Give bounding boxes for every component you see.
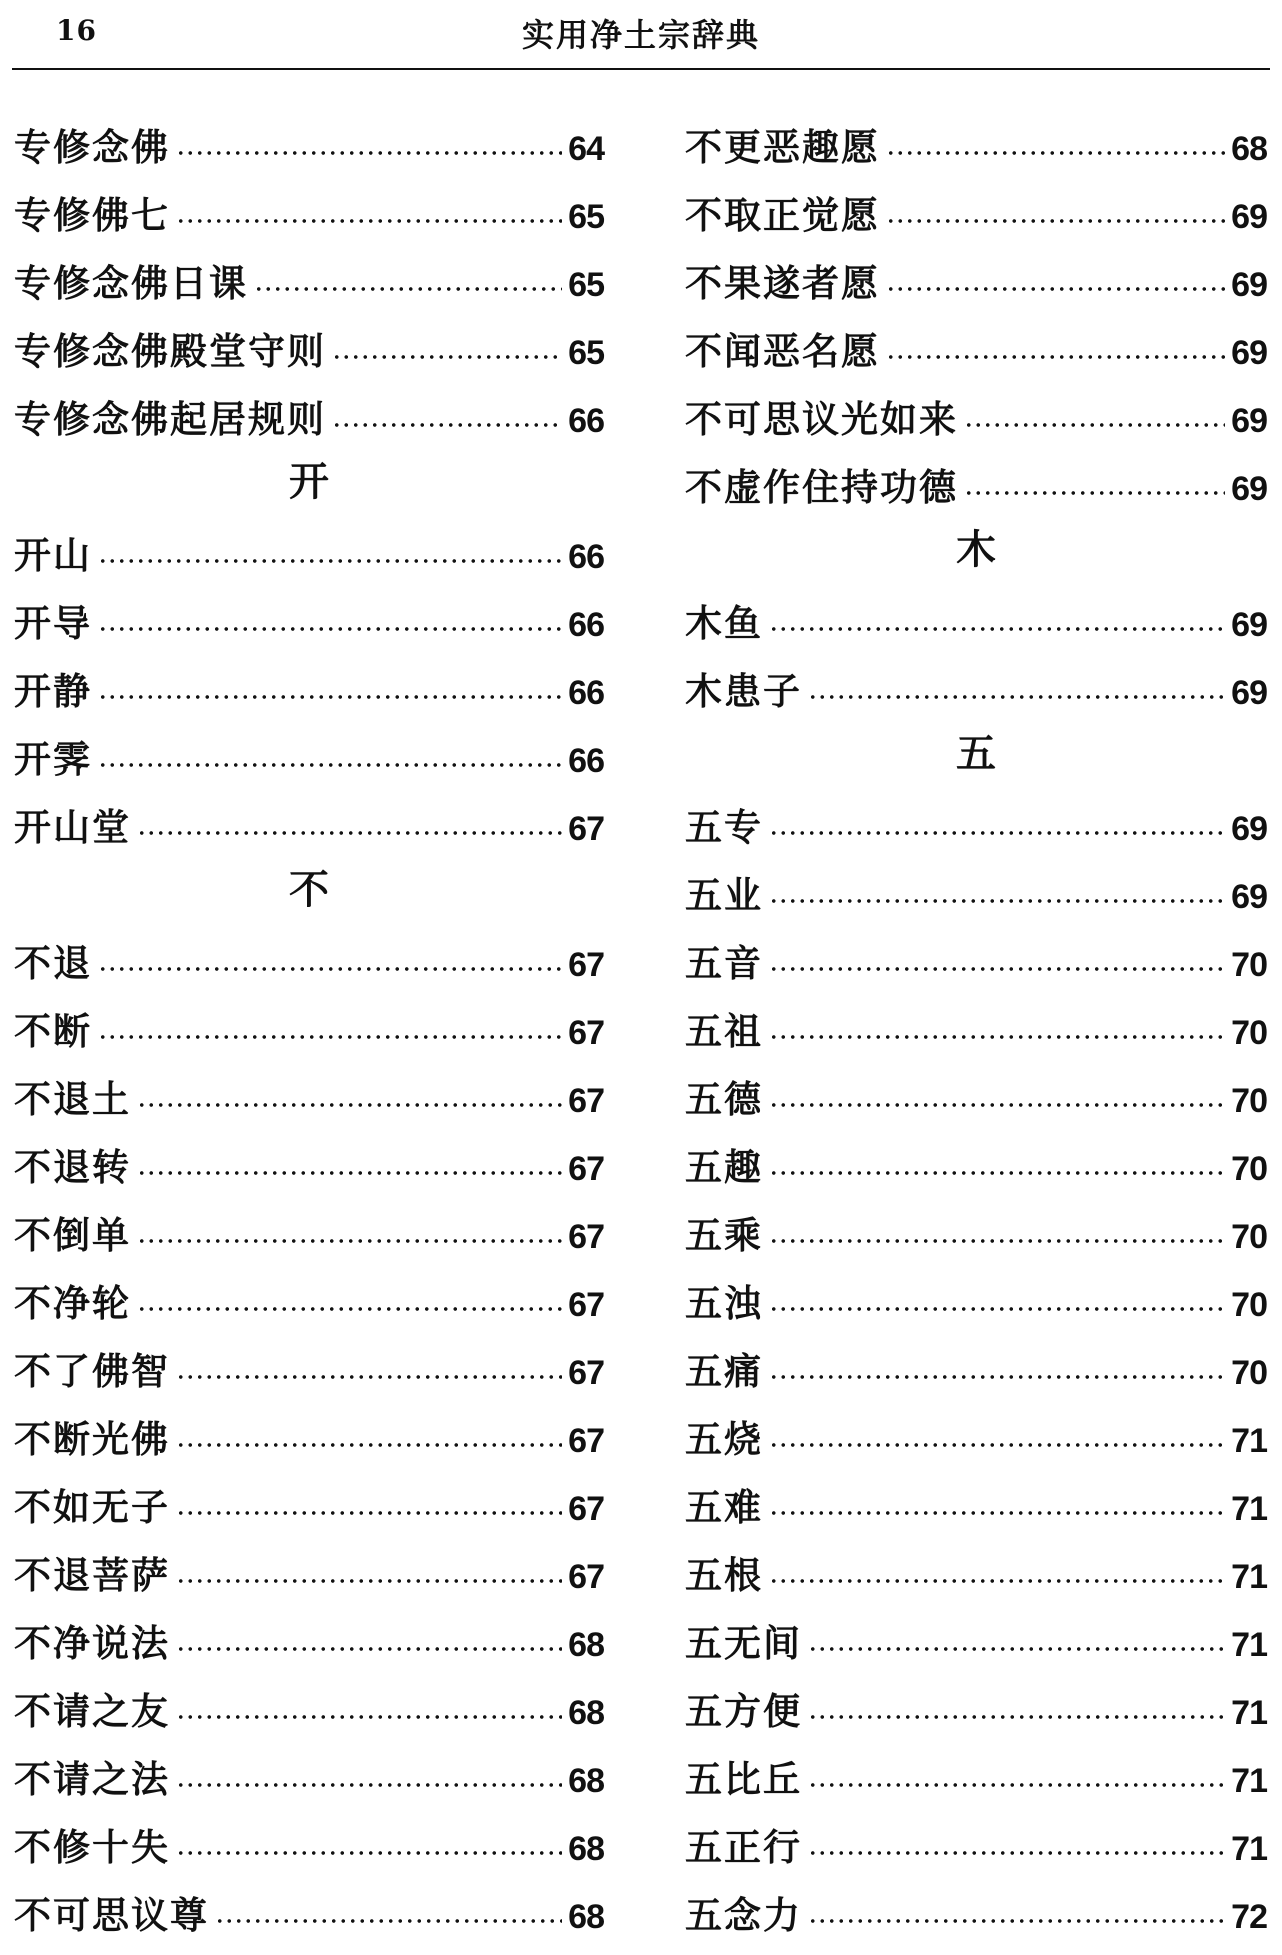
entry-page-number: 65 — [568, 266, 604, 304]
dot-leader — [769, 1305, 1225, 1313]
index-entry — [685, 1260, 1267, 1328]
entry-term: 五比丘 — [685, 1757, 802, 1801]
dot-leader — [769, 1373, 1225, 1381]
entry-page-number: 66 — [568, 674, 604, 712]
dot-leader — [254, 285, 562, 293]
index-entry — [685, 104, 1267, 172]
index-column-right — [685, 104, 1267, 1940]
entry-page-number: 64 — [568, 130, 604, 168]
entry-term: 不退 — [14, 941, 92, 985]
dot-leader — [98, 1033, 562, 1041]
dot-leader — [769, 625, 1225, 633]
dot-leader — [886, 353, 1225, 361]
dot-leader — [176, 1577, 562, 1585]
entry-term: 不果遂者愿 — [685, 261, 880, 305]
index-entry — [14, 376, 604, 444]
entry-page-number: 67 — [568, 1286, 604, 1324]
dot-leader — [176, 1849, 562, 1857]
entry-page-number: 70 — [1231, 1218, 1267, 1256]
entry-term: 五音 — [685, 941, 763, 985]
entry-page-number: 66 — [568, 742, 604, 780]
dot-leader — [176, 1645, 562, 1653]
entry-page-number: 69 — [1231, 266, 1267, 304]
dot-leader — [98, 693, 562, 701]
index-entry — [685, 988, 1267, 1056]
dot-leader — [769, 1509, 1225, 1517]
entry-term: 五痛 — [685, 1349, 763, 1393]
entry-term: 开导 — [14, 601, 92, 645]
entry-term: 五无间 — [685, 1621, 802, 1665]
dot-leader — [176, 1441, 562, 1449]
entry-term: 五难 — [685, 1485, 763, 1529]
entry-term: 五方便 — [685, 1689, 802, 1733]
entry-page-number: 67 — [568, 946, 604, 984]
entry-term: 不退菩萨 — [14, 1553, 170, 1597]
entry-page-number: 68 — [568, 1694, 604, 1732]
entry-page-number: 71 — [1231, 1830, 1267, 1868]
index-entry — [14, 1736, 604, 1804]
index-entry — [14, 1124, 604, 1192]
entry-term: 五德 — [685, 1077, 763, 1121]
dot-leader — [964, 421, 1225, 429]
entry-term: 专修佛七 — [14, 193, 170, 237]
index-entry — [685, 920, 1267, 988]
entry-page-number: 68 — [568, 1830, 604, 1868]
index-entry — [14, 1464, 604, 1532]
index-column-left — [14, 104, 604, 1940]
index-entry — [14, 580, 604, 648]
dot-leader — [176, 1781, 562, 1789]
entry-page-number: 67 — [568, 1150, 604, 1188]
dot-leader — [808, 1917, 1225, 1925]
entry-term: 不了佛智 — [14, 1349, 170, 1393]
dot-leader — [98, 761, 562, 769]
entry-page-number: 67 — [568, 1558, 604, 1596]
dot-leader — [332, 353, 562, 361]
dot-leader — [137, 829, 562, 837]
entry-term: 五业 — [685, 873, 763, 917]
index-entry — [685, 1464, 1267, 1532]
index-entry — [14, 1668, 604, 1736]
entry-page-number: 72 — [1231, 1898, 1267, 1936]
dot-leader — [215, 1917, 562, 1925]
entry-term: 五专 — [685, 805, 763, 849]
index-entry — [685, 1056, 1267, 1124]
index-entry — [685, 784, 1267, 852]
dot-leader — [769, 965, 1225, 973]
entry-page-number: 69 — [1231, 402, 1267, 440]
entry-page-number: 69 — [1231, 198, 1267, 236]
dot-leader — [137, 1237, 562, 1245]
entry-page-number: 69 — [1231, 810, 1267, 848]
section-heading: 不 — [289, 865, 329, 913]
index-entry — [685, 1124, 1267, 1192]
dot-leader — [98, 557, 562, 565]
entry-term: 五祖 — [685, 1009, 763, 1053]
entry-term: 专修念佛起居规则 — [14, 397, 326, 441]
dot-leader — [176, 217, 562, 225]
index-entry — [14, 1396, 604, 1464]
section-heading: 五 — [956, 729, 996, 777]
entry-page-number: 67 — [568, 1490, 604, 1528]
index-entry — [14, 1192, 604, 1260]
dot-leader — [808, 693, 1225, 701]
entry-term: 不取正觉愿 — [685, 193, 880, 237]
dot-leader — [769, 1033, 1225, 1041]
index-entry — [685, 580, 1267, 648]
dot-leader — [964, 489, 1225, 497]
entry-term: 木患子 — [685, 669, 802, 713]
entry-term: 不更恶趣愿 — [685, 125, 880, 169]
entry-term: 不修十失 — [14, 1825, 170, 1869]
dot-leader — [176, 149, 562, 157]
dot-leader — [808, 1645, 1225, 1653]
entry-term: 五浊 — [685, 1281, 763, 1325]
entry-page-number: 68 — [1231, 130, 1267, 168]
entry-term: 开霁 — [14, 737, 92, 781]
entry-page-number: 70 — [1231, 946, 1267, 984]
entry-page-number: 65 — [568, 198, 604, 236]
entry-page-number: 67 — [568, 1422, 604, 1460]
dot-leader — [137, 1305, 562, 1313]
entry-page-number: 67 — [568, 810, 604, 848]
entry-term: 木鱼 — [685, 601, 763, 645]
index-entry — [685, 240, 1267, 308]
index-entry — [685, 1600, 1267, 1668]
entry-page-number: 68 — [568, 1626, 604, 1664]
entry-page-number: 70 — [1231, 1082, 1267, 1120]
entry-page-number: 71 — [1231, 1490, 1267, 1528]
index-entry — [14, 988, 604, 1056]
dot-leader — [98, 625, 562, 633]
entry-term: 不请之法 — [14, 1757, 170, 1801]
dot-leader — [137, 1101, 562, 1109]
entry-term: 五乘 — [685, 1213, 763, 1257]
dot-leader — [886, 285, 1225, 293]
index-entry — [685, 852, 1267, 920]
index-entry — [14, 104, 604, 172]
index-entry — [685, 1328, 1267, 1396]
book-title: 实用净土宗辞典 — [521, 16, 760, 54]
index-entry — [685, 1532, 1267, 1600]
entry-term: 专修念佛殿堂守则 — [14, 329, 326, 373]
dot-leader — [808, 1781, 1225, 1789]
entry-page-number: 71 — [1231, 1422, 1267, 1460]
index-entry — [14, 784, 604, 852]
entry-term: 不断 — [14, 1009, 92, 1053]
entry-page-number: 71 — [1231, 1694, 1267, 1732]
index-entry — [685, 1192, 1267, 1260]
index-entry — [685, 172, 1267, 240]
entry-term: 不退转 — [14, 1145, 131, 1189]
entry-term: 开山 — [14, 533, 92, 577]
index-entry — [685, 648, 1267, 716]
entry-term: 不断光佛 — [14, 1417, 170, 1461]
entry-term: 五正行 — [685, 1825, 802, 1869]
entry-page-number: 71 — [1231, 1762, 1267, 1800]
entry-term: 开静 — [14, 669, 92, 713]
dot-leader — [176, 1373, 562, 1381]
dot-leader — [769, 1101, 1225, 1109]
entry-term: 不虚作住持功德 — [685, 465, 958, 509]
index-entry — [14, 512, 604, 580]
dot-leader — [808, 1713, 1225, 1721]
index-entry — [14, 648, 604, 716]
entry-term: 专修念佛 — [14, 125, 170, 169]
index-entry — [14, 1056, 604, 1124]
entry-term: 不净说法 — [14, 1621, 170, 1665]
dot-leader — [769, 1169, 1225, 1177]
index-entry — [14, 308, 604, 376]
entry-page-number: 70 — [1231, 1150, 1267, 1188]
dot-leader — [886, 149, 1225, 157]
entry-term: 五烧 — [685, 1417, 763, 1461]
index-entry — [685, 1668, 1267, 1736]
entry-term: 不净轮 — [14, 1281, 131, 1325]
index-entry — [14, 1804, 604, 1872]
index-entry — [685, 1396, 1267, 1464]
entry-page-number: 71 — [1231, 1558, 1267, 1596]
index-entry — [685, 444, 1267, 512]
entry-term: 开山堂 — [14, 805, 131, 849]
entry-page-number: 66 — [568, 402, 604, 440]
section-heading: 木 — [956, 525, 996, 573]
dot-leader — [176, 1509, 562, 1517]
header-divider — [12, 68, 1270, 70]
entry-page-number: 67 — [568, 1354, 604, 1392]
index-entry — [14, 240, 604, 308]
page-number: 16 — [56, 14, 97, 47]
dot-leader — [769, 897, 1225, 905]
entry-page-number: 70 — [1231, 1286, 1267, 1324]
index-entry — [685, 1736, 1267, 1804]
entry-term: 五根 — [685, 1553, 763, 1597]
entry-term: 五念力 — [685, 1893, 802, 1937]
entry-page-number: 70 — [1231, 1014, 1267, 1052]
entry-term: 专修念佛日课 — [14, 261, 248, 305]
entry-page-number: 67 — [568, 1014, 604, 1052]
page-header — [0, 0, 1282, 70]
entry-term: 不退土 — [14, 1077, 131, 1121]
dot-leader — [176, 1713, 562, 1721]
entry-term: 五趣 — [685, 1145, 763, 1189]
entry-term: 不可思议尊 — [14, 1893, 209, 1937]
dot-leader — [769, 1237, 1225, 1245]
entry-page-number: 69 — [1231, 606, 1267, 644]
entry-page-number: 66 — [568, 606, 604, 644]
index-entry — [14, 1600, 604, 1668]
entry-page-number: 68 — [568, 1762, 604, 1800]
entry-page-number: 69 — [1231, 878, 1267, 916]
index-entry — [685, 308, 1267, 376]
entry-page-number: 71 — [1231, 1626, 1267, 1664]
entry-page-number: 69 — [1231, 334, 1267, 372]
entry-page-number: 66 — [568, 538, 604, 576]
index-entry — [685, 1804, 1267, 1872]
entry-term: 不请之友 — [14, 1689, 170, 1733]
index-entry — [685, 376, 1267, 444]
index-entry — [14, 1328, 604, 1396]
entry-term: 不倒单 — [14, 1213, 131, 1257]
entry-page-number: 68 — [568, 1898, 604, 1936]
index-entry — [14, 920, 604, 988]
entry-page-number: 70 — [1231, 1354, 1267, 1392]
index-entry — [14, 1872, 604, 1940]
entry-page-number: 69 — [1231, 674, 1267, 712]
index-entry — [14, 716, 604, 784]
entry-term: 不可思议光如来 — [685, 397, 958, 441]
dot-leader — [137, 1169, 562, 1177]
dot-leader — [769, 1441, 1225, 1449]
entry-term: 不如无子 — [14, 1485, 170, 1529]
entry-page-number: 69 — [1231, 470, 1267, 508]
index-entry — [14, 1260, 604, 1328]
entry-page-number: 65 — [568, 334, 604, 372]
index-entry — [685, 1872, 1267, 1940]
entry-term: 不闻恶名愿 — [685, 329, 880, 373]
dot-leader — [98, 965, 562, 973]
entry-page-number: 67 — [568, 1082, 604, 1120]
index-entry — [14, 172, 604, 240]
dot-leader — [332, 421, 562, 429]
index-entry — [14, 1532, 604, 1600]
entry-page-number: 67 — [568, 1218, 604, 1256]
dot-leader — [808, 1849, 1225, 1857]
dot-leader — [769, 1577, 1225, 1585]
dot-leader — [886, 217, 1225, 225]
dot-leader — [769, 829, 1225, 837]
section-heading: 开 — [289, 457, 329, 505]
